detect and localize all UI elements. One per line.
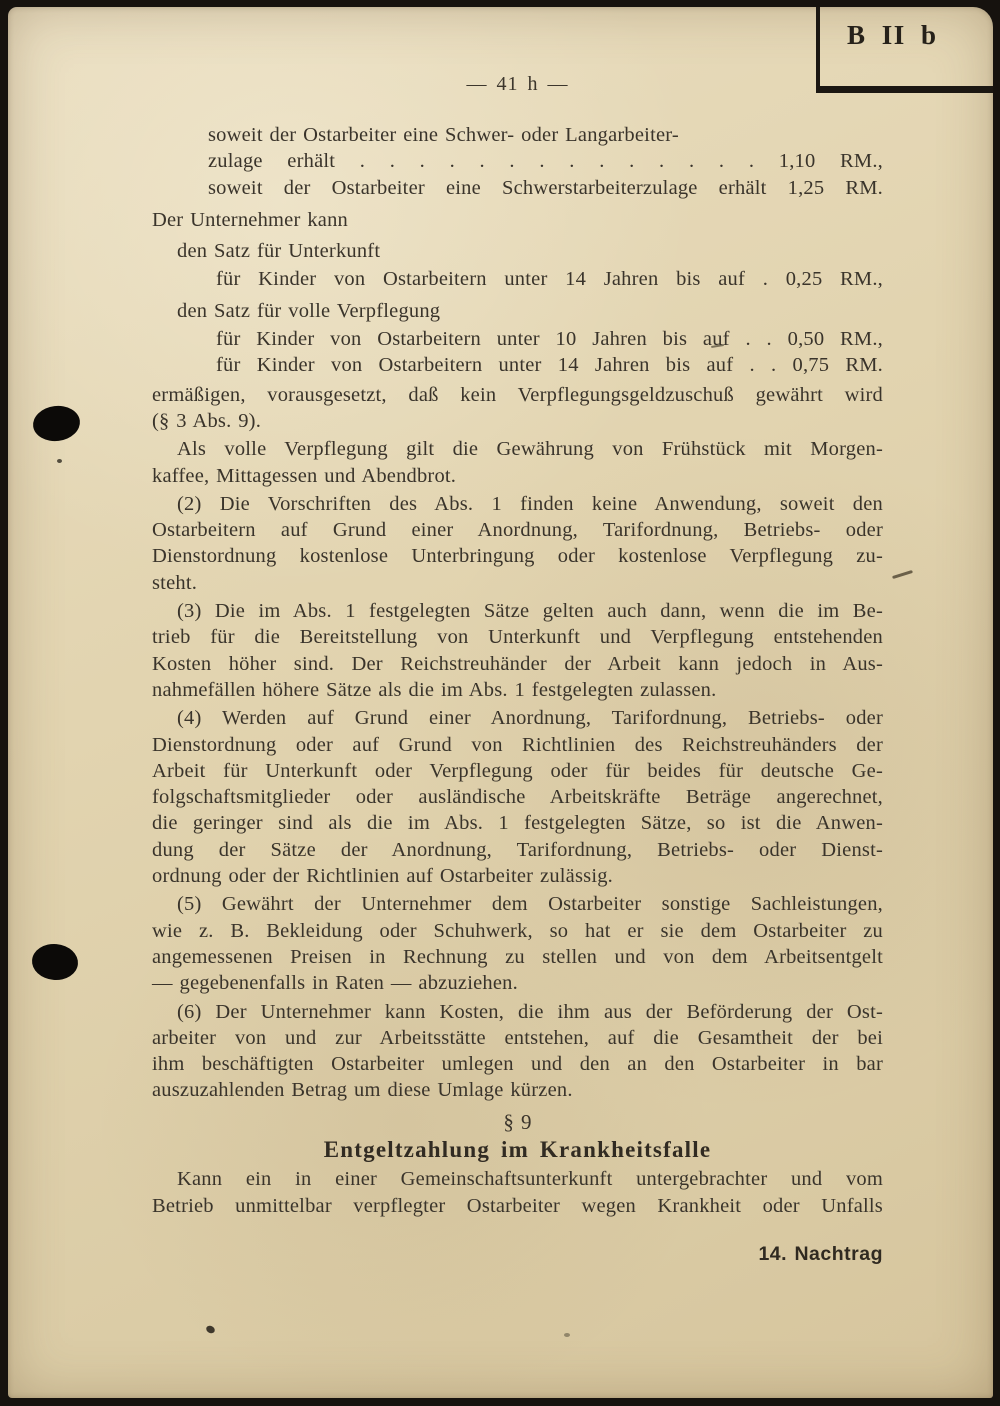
rate-text: für Kinder von Ostarbeitern unter 14 Jahren bis auf bbox=[216, 354, 734, 377]
rate-value: 1,25 RM. bbox=[787, 176, 883, 199]
supplement-tag: 14. Nachtrag bbox=[758, 1242, 883, 1265]
rate-value: 0,75 RM. bbox=[792, 354, 883, 377]
punch-hole-bottom bbox=[31, 942, 80, 982]
classification-label: B II b bbox=[847, 20, 938, 50]
rate-row-verpflegung-kinder10 bbox=[152, 326, 883, 352]
text-line: — gegebenenfalls in Raten — abzuziehen. bbox=[152, 972, 518, 995]
ink-speck bbox=[892, 570, 913, 579]
rate-value: 1,10 RM., bbox=[778, 150, 884, 173]
text-line: (§ 3 Abs. 9). bbox=[152, 409, 262, 432]
rate-carryover-line: soweit der Ostarbeiter eine Schwer- oder Langarbeiter- bbox=[208, 124, 679, 146]
text-line: (4) Werden auf Grund einer Anordnung, Tarifordnung, Betriebs- oder bbox=[177, 707, 883, 730]
text-line: folgschaftsmitglieder oder ausländische Arbeitskräfte Beträge angerechnet, bbox=[152, 786, 883, 809]
text-line: Betrieb unmittelbar verpflegter Ostarbeiter wegen Krankheit oder Unfalls bbox=[152, 1194, 883, 1217]
section-number: § 9 bbox=[503, 1109, 532, 1134]
text-line: Kann ein in einer Gemeinschaftsunterkunft untergebrachter und vom bbox=[177, 1168, 883, 1191]
dot-leader: . . . . . . . . . . . . . . bbox=[359, 150, 755, 173]
rate-row-schwerstarbeiter bbox=[152, 175, 883, 201]
text-line: kaffee, Mittagessen und Abendbrot. bbox=[152, 464, 457, 487]
text-line: (3) Die im Abs. 1 festgelegten Sätze gelten auch dann, wenn die im Be- bbox=[177, 600, 883, 623]
dot-leader: . bbox=[762, 268, 769, 291]
text-line: ihm beschäftigten Ostarbeiter umlegen und den an den Ostarbeiter in bar bbox=[152, 1053, 883, 1076]
paragraph-abs4 bbox=[152, 705, 883, 889]
text-line: angemessenen Preisen in Rechnung zu stellen und von dem Arbeitsentgelt bbox=[152, 945, 883, 968]
text-line: ordnung oder der Richtlinien auf Ostarbeiter zulässig. bbox=[152, 865, 613, 888]
rate-text: soweit der Ostarbeiter eine Schwerstarbeiterzulage erhält bbox=[208, 176, 767, 199]
dot-leader: . . bbox=[745, 328, 772, 351]
text-line: auszuzahlenden Betrag um diese Umlage kürzen. bbox=[152, 1079, 573, 1102]
dot-leader: . . bbox=[749, 354, 777, 377]
paper-sheet bbox=[8, 7, 993, 1398]
text-line: Arbeit für Unterkunft oder Verpflegung oder für beides für deutsche Ge- bbox=[152, 759, 883, 782]
rate-value: 0,50 RM., bbox=[787, 328, 883, 351]
paragraph-abs3 bbox=[152, 598, 883, 703]
text-line: Als volle Verpflegung gilt die Gewährung von Frühstück mit Morgen- bbox=[177, 438, 883, 461]
text-line: ermäßigen, vorausgesetzt, daß kein Verpflegungsgeldzuschuß gewährt wird bbox=[152, 383, 883, 406]
paragraph-verpflegung-definition bbox=[152, 436, 883, 489]
text-line: arbeiter von und zur Arbeitsstätte entstehen, auf die Gesamtheit der bei bbox=[152, 1026, 883, 1049]
rate-row-unterkunft-kinder14 bbox=[152, 266, 883, 292]
text-line: trieb für die Bereitstellung von Unterkunft und Verpflegung entstehenden bbox=[152, 626, 883, 649]
rate-group-verpflegung: den Satz für volle Verpflegung bbox=[177, 299, 441, 322]
text-line: nahmefällen höhere Sätze als die im Abs. 1 festgelegten zulassen. bbox=[152, 678, 717, 701]
text-line: (2) Die Vorschriften des Abs. 1 finden keine Anwendung, soweit den bbox=[177, 492, 883, 515]
ink-speck bbox=[564, 1333, 570, 1337]
rates-intro: Der Unternehmer kann bbox=[152, 208, 348, 231]
ink-speck bbox=[205, 1324, 216, 1334]
paragraph-abs5 bbox=[152, 891, 883, 996]
text-line: steht. bbox=[152, 571, 198, 594]
rate-text: für Kinder von Ostarbeitern unter 10 Jahren bis auf bbox=[216, 328, 730, 351]
rate-text: für Kinder von Ostarbeitern unter 14 Jahren bis auf bbox=[216, 268, 746, 291]
ink-speck bbox=[57, 459, 62, 463]
text-line: (5) Gewährt der Unternehmer dem Ostarbeiter sonstige Sachleistungen, bbox=[177, 893, 883, 916]
punch-hole-top bbox=[31, 403, 82, 443]
rate-row-langarbeiter bbox=[152, 148, 883, 174]
rate-text: zulage erhält bbox=[208, 150, 336, 173]
text-line: Dienstordnung kostenlose Unterbringung oder kostenlose Verpflegung zu- bbox=[152, 545, 883, 568]
rate-value: 0,25 RM., bbox=[785, 268, 884, 291]
rates-outro bbox=[152, 382, 883, 435]
text-line: Ostarbeitern auf Grund einer Anordnung, Tarifordnung, Betriebs- oder bbox=[152, 519, 883, 542]
paragraph-section9-intro bbox=[152, 1166, 883, 1219]
text-line: (6) Der Unternehmer kann Kosten, die ihm aus der Beförderung der Ost- bbox=[177, 1000, 883, 1023]
page-number: — 41 h — bbox=[466, 73, 569, 95]
paragraph-abs2 bbox=[152, 491, 883, 596]
text-line: Kosten höher sind. Der Reichstreuhänder der Arbeit kann jedoch in Aus- bbox=[152, 652, 883, 675]
paragraph-abs6 bbox=[152, 999, 883, 1104]
text-line: Dienstordnung oder auf Grund von Richtlinien des Reichstreuhänders der bbox=[152, 733, 883, 756]
document-body bbox=[152, 122, 883, 1267]
text-line: wie z. B. Bekleidung oder Schuhwerk, so hat er sie dem Ostarbeiter zu bbox=[152, 919, 883, 942]
text-line: die geringer sind als die im Abs. 1 festgelegten Sätze, so ist die Anwen- bbox=[152, 812, 883, 835]
rate-row-verpflegung-kinder14 bbox=[152, 352, 883, 378]
rate-group-unterkunft: den Satz für Unterkunft bbox=[177, 240, 381, 263]
section-title: Entgeltzahlung im Krankheitsfalle bbox=[323, 1136, 712, 1162]
text-line: dung der Sätze der Anordnung, Tarifordnung, Betriebs- oder Dienst- bbox=[152, 838, 883, 861]
